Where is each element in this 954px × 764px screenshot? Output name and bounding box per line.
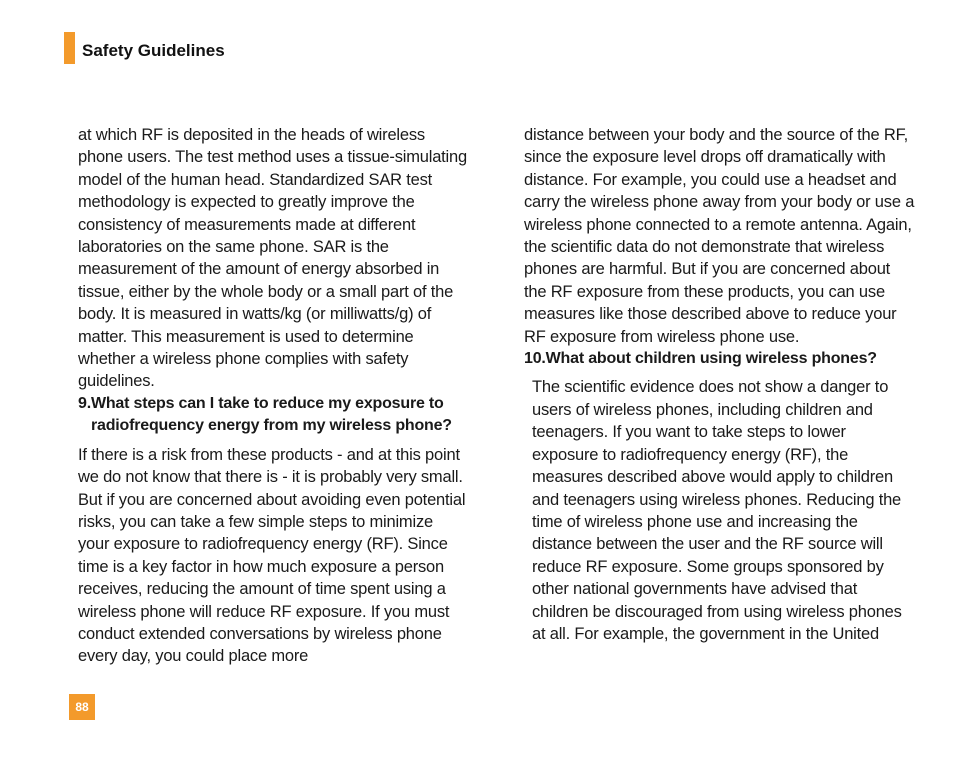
page-number-badge: 88 — [69, 694, 95, 720]
paragraph-reduce-exposure: If there is a risk from these products - and at this point we do not know that there is - it is probably very small. But if you are concerned about avoiding even potential risks, you can take a few simple steps to minimize your exposure to radiofrequency energy (RF). Since time is a key factor in how much exposure a person receives, reducing the amount of time spent using a wireless phone will reduce RF exposure. If you must conduct extended conversations by wireless phone every day, you could place more — [78, 445, 466, 666]
paragraph-children: The scientific evidence does not show a danger to users of wireless phones, including children and teenagers. If you want to take steps to lower exposure to radiofrequency energy (RF), the measures described above would apply to children and teenagers using wireless phones. Reducing the time of wireless phone use and increasing the distance between the user and the RF source will reduce RF exposure. Some groups sponsored by other national governments have advised that children be discouraged from using wireless phones at all. For example, the government in the United — [532, 378, 902, 643]
paragraph-distance: distance between your body and the source of the RF, since the exposure level drops off dramatically with distance. For example, you could use a headset and carry the wireless phone away from your body or use a wireless phone connected to a remote antenna. Again, the scientific data do not demonstrate that wireless phones are harmful. But if you are concerned about the RF exposure from these products, you can use measures like those described above to reduce your RF exposure from wireless phone use. — [524, 126, 915, 346]
left-column — [78, 124, 468, 668]
right-column — [524, 124, 916, 645]
page-title: Safety Guidelines — [82, 41, 225, 60]
header-accent-bar — [64, 32, 75, 64]
paragraph-sar-description: at which RF is deposited in the heads of wireless phone users. The test method uses a tissue-simulating model of the human head. Standardized SAR test methodology is expected to greatly improve the consistency of measurements made at different laboratories on the same phone. SAR is the measurement of the amount of energy absorbed in tissue, either by the whole body or a small part of the body. It is measured in watts/kg (or milliwatts/g) of matter. This measurement is used to determine whether a wireless phone complies with safety guidelines. — [78, 126, 467, 391]
question-9-heading: 9.What steps can I take to reduce my exposure to radiofrequency energy from my wireless phone? — [78, 394, 452, 435]
question-10-heading: 10.What about children using wireless phones? — [524, 350, 877, 368]
